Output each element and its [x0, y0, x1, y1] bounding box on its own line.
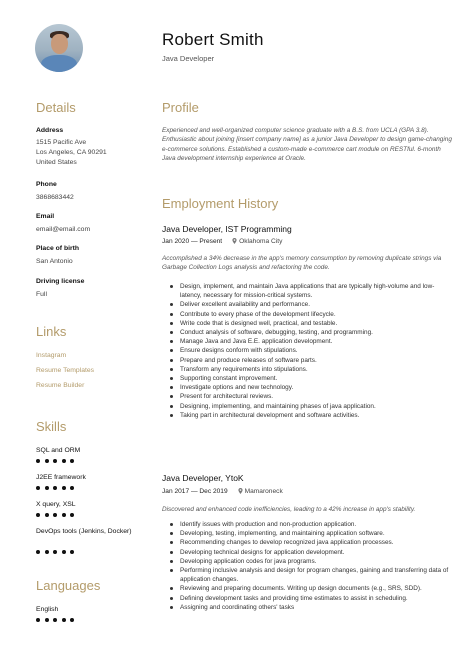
skill-name: X query, XSL — [36, 501, 76, 508]
level-dot — [70, 459, 74, 463]
job-bullet: Transform any requirements into stipulations. — [170, 365, 452, 374]
avatar-face — [51, 34, 68, 54]
job-bullet: Design, implement, and maintain Java applications that are typically high-volume and low-latency, necessary for mission-critical systems. — [170, 282, 452, 300]
job-bullet: Developing technical designs for application development. — [170, 548, 452, 557]
job-dates: Jan 2017 — Dec 2019 — [162, 488, 228, 495]
skill-name: SQL and ORM — [36, 447, 81, 454]
place-of-birth-label: Place of birth — [36, 245, 80, 252]
phone-label: Phone — [36, 181, 57, 188]
profile-text: Experienced and well-organized computer science graduate with a B.S. from UCLA (GPA 3.8). Enthusiastic about joining [insert company name] as a junior Java Developer to design game-changing e-commerce solutions. Established a custom-made e-commerce cart module on RESTful. 6-month Java development internship experience at Oracle. — [162, 127, 452, 163]
links-heading: Links — [36, 324, 67, 339]
level-dot — [45, 550, 49, 554]
level-dot — [36, 513, 40, 517]
level-dot — [62, 513, 66, 517]
link-resume-templates[interactable]: Resume Templates — [36, 367, 95, 374]
level-dot — [70, 618, 74, 622]
link-instagram[interactable]: Instagram — [36, 352, 67, 359]
skill-level-dots — [36, 459, 79, 464]
job-bullet: Prepare and produce releases of software parts. — [170, 356, 452, 365]
job-bullet: Performing inclusive analysis and design for program changes, gaining and transferring data of application changes. — [170, 566, 452, 584]
job-bullet: Supporting constant improvement. — [170, 374, 452, 383]
languages-heading: Languages — [36, 578, 101, 593]
language-name: English — [36, 606, 59, 613]
level-dot — [70, 550, 74, 554]
profile-heading: Profile — [162, 100, 199, 115]
level-dot — [62, 486, 66, 490]
level-dot — [36, 459, 40, 463]
job-bullet: Developing, testing, implementing, and maintaining application software. — [170, 529, 452, 538]
job-bullet: Reviewing and preparing documents. Writing up design documents (e.g., SRS, SDD). — [170, 584, 452, 593]
skill-level-dots — [36, 513, 79, 518]
phone-value: 3868683442 — [36, 194, 74, 201]
level-dot — [36, 618, 40, 622]
job-meta — [162, 488, 283, 495]
address-line-3: United States — [36, 159, 77, 166]
skills-heading: Skills — [36, 419, 67, 434]
email-label: Email — [36, 213, 55, 220]
skill-level-dots — [36, 550, 79, 555]
level-dot — [45, 513, 49, 517]
job-bullet: Taking part in architectural development and software activities. — [170, 411, 452, 420]
job-bullet: Identify issues with production and non-production application. — [170, 520, 452, 529]
candidate-role: Java Developer — [162, 54, 215, 63]
address-line-1: 1515 Pacific Ave — [36, 139, 87, 146]
job-bullets — [170, 520, 452, 612]
job-city: Oklahoma City — [239, 238, 283, 245]
level-dot — [45, 618, 49, 622]
job-bullet: Manage Java and Java E.E. application development. — [170, 337, 452, 346]
job-bullet: Present for architectural reviews. — [170, 392, 452, 401]
skill-level-dots — [36, 486, 79, 491]
job-bullet: Ensure designs conform with stipulations. — [170, 346, 452, 355]
employment-heading: Employment History — [162, 196, 279, 211]
skill-name: J2EE framework — [36, 474, 86, 481]
job-city: Mamaroneck — [244, 488, 283, 495]
avatar-shirt — [41, 55, 77, 72]
level-dot — [53, 618, 57, 622]
job-dates: Jan 2020 — Present — [162, 238, 223, 245]
email-value: email@email.com — [36, 226, 91, 233]
job-location — [238, 488, 283, 495]
level-dot — [45, 459, 49, 463]
job-bullets — [170, 282, 452, 420]
job-bullet: Recommending changes to develop recognized java application processes. — [170, 538, 452, 547]
level-dot — [53, 550, 57, 554]
job-title: Java Developer, IST Programming — [162, 224, 292, 234]
job-bullet: Conduct analysis of software, debugging, testing, and programming. — [170, 328, 452, 337]
job-summary: Discovered and enhanced code inefficiencies, leading to a 42% increase in app's stability. — [162, 506, 416, 513]
job-location — [232, 238, 282, 245]
job-bullet: Designing, implementing, and maintaining phases of java application. — [170, 402, 452, 411]
candidate-name: Robert Smith — [162, 30, 264, 49]
address-line-2: Los Angeles, CA 90291 — [36, 149, 107, 156]
place-of-birth-value: San Antonio — [36, 258, 73, 265]
level-dot — [36, 486, 40, 490]
language-level-dots — [36, 618, 79, 623]
level-dot — [53, 513, 57, 517]
level-dot — [62, 618, 66, 622]
location-pin-icon — [232, 238, 237, 244]
level-dot — [53, 486, 57, 490]
job-bullet: Assigning and coordinating others' tasks — [170, 603, 452, 612]
avatar — [35, 24, 83, 72]
level-dot — [70, 513, 74, 517]
level-dot — [36, 550, 40, 554]
job-bullet: Investigate options and new technology. — [170, 383, 452, 392]
location-pin-icon — [238, 488, 243, 494]
driving-license-value: Full — [36, 291, 47, 298]
job-summary: Accomplished a 34% decrease in the app's memory consumption by removing duplicate strings via Garbage Collection Logs analysis and refactoring the code. — [162, 255, 442, 272]
job-title: Java Developer, YtoK — [162, 473, 244, 483]
level-dot — [45, 486, 49, 490]
level-dot — [62, 459, 66, 463]
job-meta — [162, 238, 282, 245]
level-dot — [53, 459, 57, 463]
link-resume-builder[interactable]: Resume Builder — [36, 382, 85, 389]
left-column — [0, 0, 138, 670]
level-dot — [62, 550, 66, 554]
job-bullet: Write code that is designed well, practical, and testable. — [170, 319, 452, 328]
skill-name: DevOps tools (Jenkins, Docker) — [36, 528, 132, 535]
job-bullet: Defining development tasks and providing time estimates to assist in scheduling. — [170, 594, 452, 603]
job-bullet: Contribute to every phase of the development lifecycle. — [170, 310, 452, 319]
details-heading: Details — [36, 100, 76, 115]
driving-license-label: Driving license — [36, 278, 85, 285]
job-bullet: Deliver excellent availability and performance. — [170, 300, 452, 309]
address-label: Address — [36, 127, 64, 134]
job-bullet: Developing application codes for java programs. — [170, 557, 452, 566]
level-dot — [70, 486, 74, 490]
